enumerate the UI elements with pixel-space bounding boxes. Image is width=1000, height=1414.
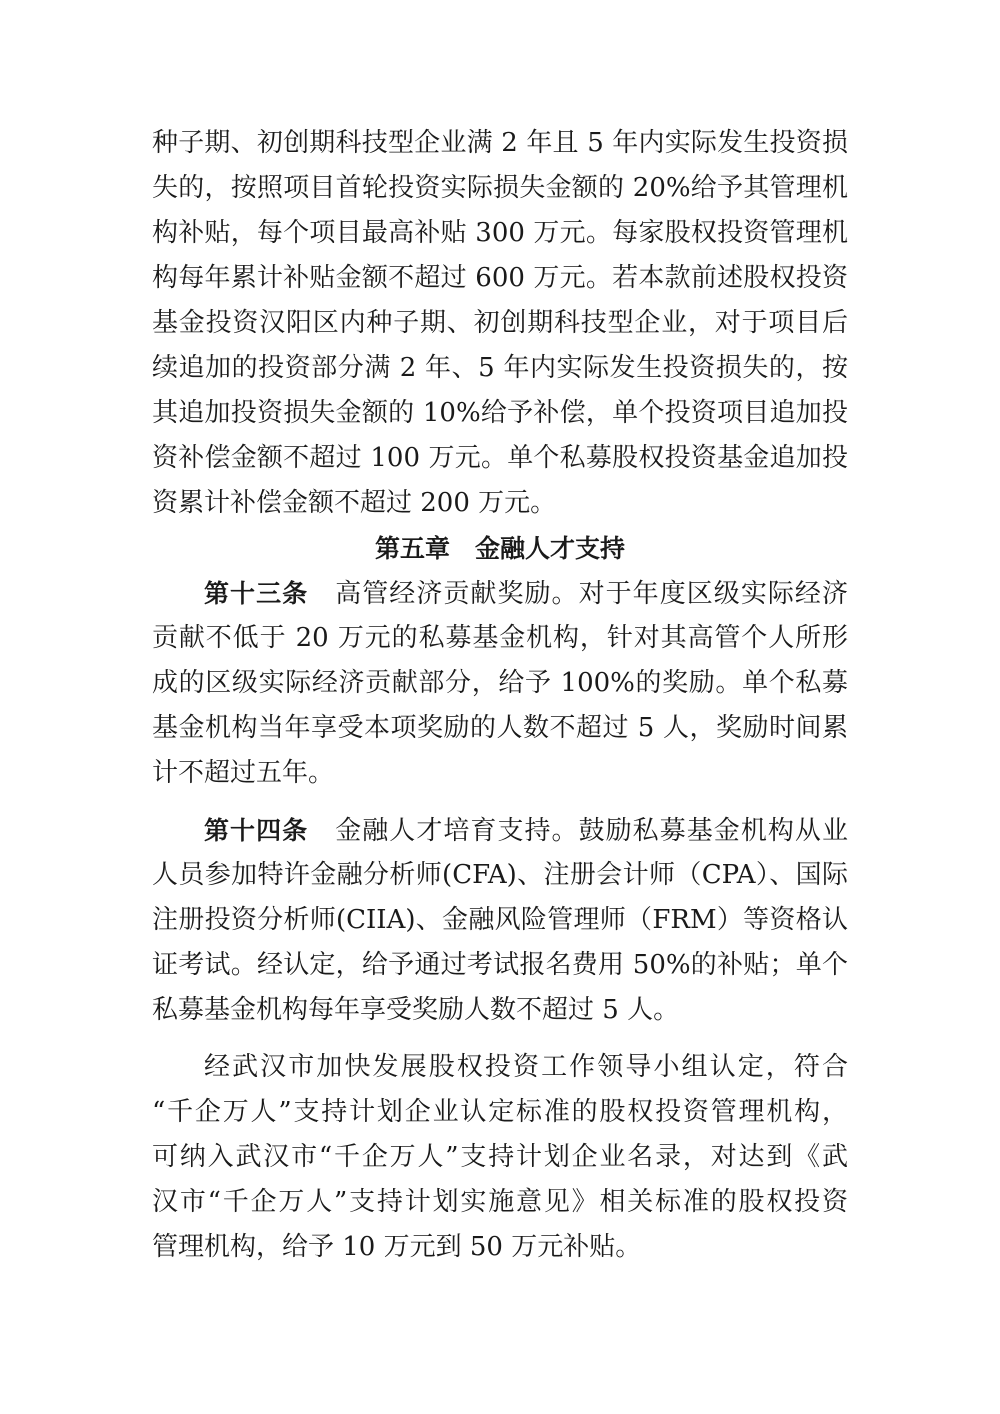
text-line: 失的，按照项目首轮投资实际损失金额的 20%给予其管理机 — [152, 173, 848, 203]
text-line: 可纳入武汉市“千企万人”支持计划企业名录，对达到《武 — [152, 1142, 848, 1172]
text-line: 管理机构，给予 10 万元到 50 万元补贴。 — [152, 1232, 642, 1262]
text-line: 构补贴，每个项目最高补贴 300 万元。每家股权投资管理机 — [152, 218, 848, 248]
text-line: 经武汉市加快发展股权投资工作领导小组认定，符合 — [204, 1052, 848, 1082]
text-line: 构每年累计补贴金额不超过 600 万元。若本款前述股权投资 — [152, 263, 848, 293]
article-label: 第十四条 — [204, 816, 309, 845]
text-line: 种子期、初创期科技型企业满 2 年且 5 年内实际发生投资损 — [152, 128, 848, 158]
text-line: 资累计补偿金额不超过 200 万元。 — [152, 488, 557, 518]
text-line: 资补偿金额不超过 100 万元。单个私募股权投资基金追加投 — [152, 443, 848, 473]
article-first-line — [152, 808, 848, 853]
article-first-line — [152, 571, 848, 616]
text-line: 证考试。经认定，给予通过考试报名费用 50%的补贴；单个 — [152, 950, 848, 980]
chapter-heading: 第五章 金融人才支持 — [374, 534, 625, 563]
document-body — [152, 121, 848, 1270]
text-line: 人员参加特许金融分析师(CFA)、注册会计师（CPA）、国际 — [152, 860, 848, 890]
article-label: 第十三条 — [204, 579, 309, 608]
text-line: 成的区级实际经济贡献部分，给予 100%的奖励。单个私募 — [152, 668, 848, 698]
article-14 — [152, 808, 848, 1033]
article-text: 金融人才培育支持。鼓励私募基金机构从业 — [334, 816, 848, 846]
text-line: 计不超过五年。 — [152, 758, 335, 788]
text-line: 贡献不低于 20 万元的私募基金机构，针对其高管个人所形 — [152, 623, 848, 653]
text-line: 其追加投资损失金额的 10%给予补偿，单个投资项目追加投 — [152, 398, 848, 428]
text-line: 续追加的投资部分满 2 年、5 年内实际发生投资损失的，按 — [152, 353, 848, 383]
text-line: 汉市“千企万人”支持计划实施意见》相关标准的股权投资 — [152, 1187, 848, 1217]
paragraph-subsidy-continuation — [152, 121, 848, 526]
article-text: 高管经济贡献奖励。对于年度区级实际经济 — [334, 579, 848, 609]
text-line: “千企万人”支持计划企业认定标准的股权投资管理机构， — [152, 1097, 848, 1127]
article-13 — [152, 571, 848, 796]
paragraph-thousand-enterprises — [152, 1045, 848, 1270]
text-line: 注册投资分析师(CIIA)、金融风险管理师（FRM）等资格认 — [152, 905, 848, 935]
text-line: 基金机构当年享受本项奖励的人数不超过 5 人，奖励时间累 — [152, 713, 848, 743]
text-line: 私募基金机构每年享受奖励人数不超过 5 人。 — [152, 995, 680, 1025]
text-line: 基金投资汉阳区内种子期、初创期科技型企业，对于项目后 — [152, 308, 848, 338]
